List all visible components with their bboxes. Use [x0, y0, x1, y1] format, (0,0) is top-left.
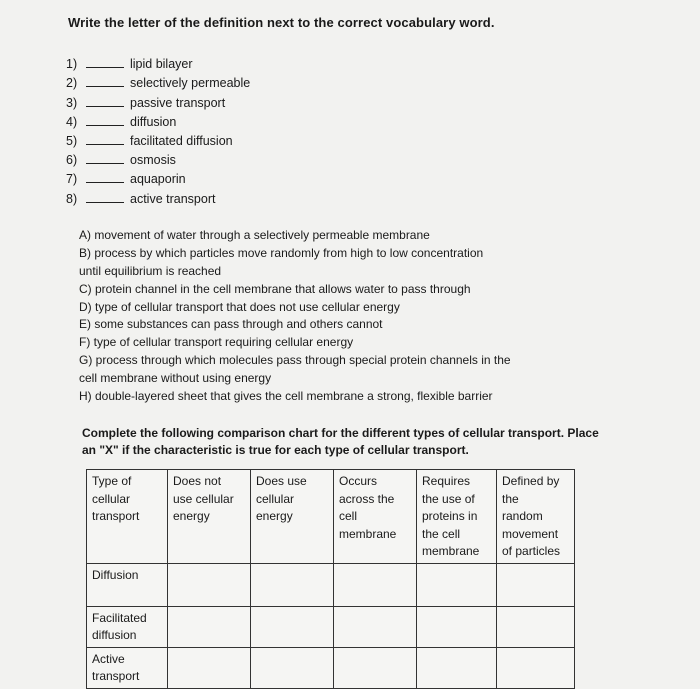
- vocab-word: aquaporin: [130, 172, 186, 187]
- comparison-chart: [86, 469, 575, 689]
- answer-cell[interactable]: [334, 647, 417, 688]
- answer-cell[interactable]: [168, 563, 251, 606]
- vocab-number: 4): [66, 114, 78, 129]
- vocab-item: [66, 110, 366, 129]
- answer-cell[interactable]: [251, 606, 334, 647]
- definition-line: C) protein channel in the cell membrane that allows water to pass through: [79, 281, 471, 296]
- answer-cell[interactable]: [417, 563, 497, 606]
- vocab-number: 1): [66, 57, 78, 72]
- vocab-word: selectively permeable: [130, 76, 251, 91]
- header-across-membrane: Occurs across the cell membrane: [334, 470, 417, 564]
- worksheet-title: Write the letter of the definition next to the correct vocabulary word.: [68, 15, 495, 30]
- definition-line: G) process through which molecules pass through special protein channels in the: [79, 353, 511, 368]
- vocab-item: [66, 167, 366, 186]
- vocabulary-list: [66, 52, 366, 206]
- vocab-number: 3): [66, 95, 78, 110]
- vocab-item: [66, 148, 366, 167]
- vocab-item: [66, 129, 366, 148]
- vocab-word: lipid bilayer: [130, 57, 193, 72]
- answer-cell[interactable]: [334, 606, 417, 647]
- definition-line: cell membrane without using energy: [79, 371, 272, 386]
- answer-cell[interactable]: [168, 606, 251, 647]
- answer-blank[interactable]: [86, 162, 124, 164]
- chart-instructions: [82, 425, 672, 459]
- header-uses-energy: Does use cellular energy: [251, 470, 334, 564]
- definition-line: D) type of cellular transport that does not use cellular energy: [79, 299, 400, 314]
- definition-line: B) process by which particles move randomly from high to low concentration: [79, 245, 484, 260]
- answer-blank[interactable]: [86, 85, 124, 87]
- answer-cell[interactable]: [497, 606, 575, 647]
- table-row: [87, 606, 575, 647]
- answer-cell[interactable]: [251, 563, 334, 606]
- answer-blank[interactable]: [86, 181, 124, 183]
- vocab-number: 7): [66, 172, 78, 187]
- header-requires-proteins: Requires the use of proteins in the cell membrane: [417, 470, 497, 564]
- table-row: [87, 647, 575, 688]
- vocab-number: 5): [66, 133, 78, 148]
- vocab-item: [66, 186, 366, 205]
- answer-cell[interactable]: [417, 606, 497, 647]
- vocab-word: active transport: [130, 191, 216, 206]
- definition-line: H) double-layered sheet that gives the cell membrane a strong, flexible barrier: [79, 389, 493, 404]
- answer-blank[interactable]: [86, 66, 124, 68]
- instructions-line: an "X" if the characteristic is true for each type of cellular transport.: [82, 443, 469, 457]
- vocab-word: osmosis: [130, 153, 176, 168]
- vocab-item: [66, 52, 366, 71]
- definitions-list: [79, 227, 619, 406]
- header-type-of-transport: Type of cellular transport: [87, 470, 168, 564]
- answer-cell[interactable]: [168, 647, 251, 688]
- header-no-energy: Does not use cellular energy: [168, 470, 251, 564]
- answer-blank[interactable]: [86, 201, 124, 203]
- answer-blank[interactable]: [86, 143, 124, 145]
- definition-line: A) movement of water through a selectively permeable membrane: [79, 228, 430, 242]
- answer-cell[interactable]: [417, 647, 497, 688]
- answer-blank[interactable]: [86, 105, 124, 107]
- vocab-number: 6): [66, 153, 78, 168]
- answer-cell[interactable]: [251, 647, 334, 688]
- chart-header-row: [87, 470, 575, 564]
- vocab-number: 8): [66, 191, 78, 206]
- vocab-item: [66, 90, 366, 109]
- definition-line: F) type of cellular transport requiring cellular energy: [79, 335, 354, 350]
- answer-cell[interactable]: [497, 563, 575, 606]
- answer-cell[interactable]: [497, 647, 575, 688]
- definition-line: E) some substances can pass through and others cannot: [79, 317, 383, 332]
- instructions-line: Complete the following comparison chart for the different types of cellular transport. Place: [82, 426, 599, 440]
- table-row: [87, 563, 575, 606]
- vocab-word: facilitated diffusion: [130, 133, 233, 148]
- definition-line: until equilibrium is reached: [79, 263, 222, 278]
- answer-blank[interactable]: [86, 124, 124, 126]
- answer-cell[interactable]: [334, 563, 417, 606]
- header-random-movement: Defined by the random movement of particles: [497, 470, 575, 564]
- vocab-word: diffusion: [130, 114, 177, 129]
- vocab-item: [66, 71, 366, 90]
- vocab-number: 2): [66, 76, 78, 91]
- row-label-active-transport: Active transport: [87, 647, 168, 688]
- row-label-diffusion: Diffusion: [87, 563, 168, 606]
- vocab-word: passive transport: [130, 95, 226, 110]
- row-label-facilitated-diffusion: Facilitated diffusion: [87, 606, 168, 647]
